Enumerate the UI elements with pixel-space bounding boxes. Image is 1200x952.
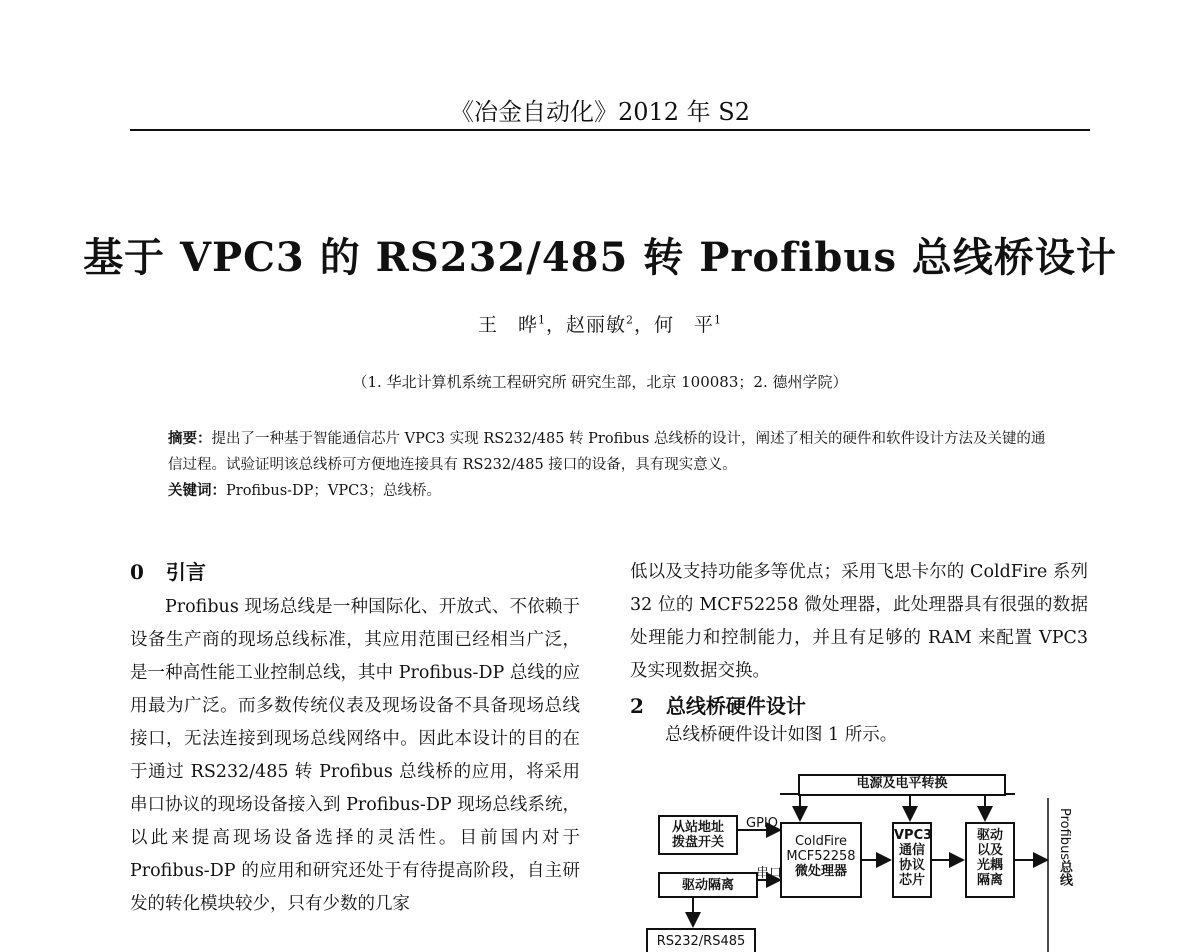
section-0-heading xyxy=(130,556,580,585)
author-name: 赵丽敏 xyxy=(565,314,626,336)
cpu-label: MCF52258 xyxy=(786,849,856,864)
keywords xyxy=(168,478,1048,504)
author-name: 王 晔 xyxy=(477,314,538,336)
bus-label: 总线 xyxy=(1057,860,1072,887)
hardware-diagram xyxy=(630,768,1090,952)
abstract-block xyxy=(168,426,1048,504)
vpc3-label: 芯片 xyxy=(898,873,925,888)
vpc3-label: VPC3 xyxy=(894,828,933,843)
driver-optocoupler-block xyxy=(965,822,1015,898)
abstract xyxy=(168,426,1048,478)
left-column xyxy=(130,556,580,921)
dip-switch-label: 从站地址 xyxy=(671,820,724,835)
section-number: 0 xyxy=(130,560,144,584)
journal-header: 《冶金自动化》2012 年 S2 xyxy=(449,98,751,126)
vpc3-label: 协议 xyxy=(898,858,925,873)
bus-label: Profibus xyxy=(1057,808,1072,861)
driver-isolation-block: 驱动隔离 xyxy=(658,872,758,898)
dip-switch-label: 拨盘开关 xyxy=(671,835,724,850)
gpio-label: GPIO xyxy=(746,816,778,831)
vpc3-label: 通信 xyxy=(898,843,925,858)
abstract-text: 提出了一种基于智能通信芯片 VPC3 实现 RS232/485 转 Profibus 总线桥的设计，阐述了相关的硬件和软件设计方法及关键的通信过程。试验证明该总线桥可方便地连接具有 RS232/485 接口的设备，具有现实意义。 xyxy=(168,431,1046,473)
cpu-label: 微处理器 xyxy=(794,864,847,879)
abstract-label: 摘要： xyxy=(168,430,212,447)
author-name: 何 平 xyxy=(654,314,715,336)
header-rule xyxy=(130,129,1090,131)
rs-interface-block: RS232/RS485 xyxy=(646,928,756,952)
cpu-block xyxy=(780,822,862,898)
author-affil-mark: 1 xyxy=(537,313,546,327)
section-2-paragraph: 总线桥硬件设计如图 1 所示。 xyxy=(665,725,898,745)
section-0-paragraph: Profibus 现场总线是一种国际化、开放式、不依赖于设备生产商的现场总线标准，其应用范围已经相当广泛，是一种高性能工业控制总线，其中 Profibus-DP 总线的应用最为广泛。而多数传统仪表及现场设备不具备现场总线接口，无法连接到现场总线网络中。因此本设计的目的在于通过 RS232/485 转 Profibus 总线桥的应用，将采用串口协议的现场设备接入到 Profibus-DP 现场总线系统，以此来提高现场设备选择的灵活性。目前国内对于 Profibus-DP 的应用和研究还处于有待提高阶段，自主研发的转化模块较少，只有少数的几家 xyxy=(130,597,580,914)
author-list xyxy=(0,310,1200,337)
serial-label: 串口 xyxy=(756,866,783,881)
keywords-label: 关键词： xyxy=(168,482,226,499)
power-block: 电源及电平转换 xyxy=(798,774,1006,796)
dip-switch-block xyxy=(658,815,738,855)
section-title: 总线桥硬件设计 xyxy=(665,694,806,718)
author-affil-mark: 2 xyxy=(626,313,634,327)
paper-title: 基于 VPC3 的 RS232/485 转 Profibus 总线桥设计 xyxy=(83,234,1117,281)
section-title: 引言 xyxy=(165,560,206,584)
keywords-text: Profibus-DP；VPC3；总线桥。 xyxy=(226,483,441,499)
continued-paragraph: 低以及支持功能多等优点；采用飞思卡尔的 ColdFire 系列 32 位的 MCF52258 微处理器，此处理器具有很强的数据处理能力和控制能力，并且有足够的 RAM 来配置 VPC3 及实现数据交换。 xyxy=(630,562,1088,681)
affiliation: （1. 华北计算机系统工程研究所 研究生部，北京 100083；2. 德州学院） xyxy=(352,373,848,391)
driver-label: 以及 xyxy=(976,843,1003,858)
vpc3-block xyxy=(892,822,932,898)
author-separator: ， xyxy=(545,314,566,336)
section-number: 2 xyxy=(630,694,644,718)
author-separator: ， xyxy=(634,314,655,336)
author-affil-mark: 1 xyxy=(714,313,723,327)
right-column xyxy=(630,556,1088,752)
driver-label: 驱动 xyxy=(976,828,1003,843)
driver-label: 光耦 xyxy=(976,858,1003,873)
section-2-heading xyxy=(630,690,1088,719)
driver-label: 隔离 xyxy=(976,873,1003,888)
profibus-bus-label xyxy=(1054,808,1072,886)
cpu-label: ColdFire xyxy=(794,834,848,849)
